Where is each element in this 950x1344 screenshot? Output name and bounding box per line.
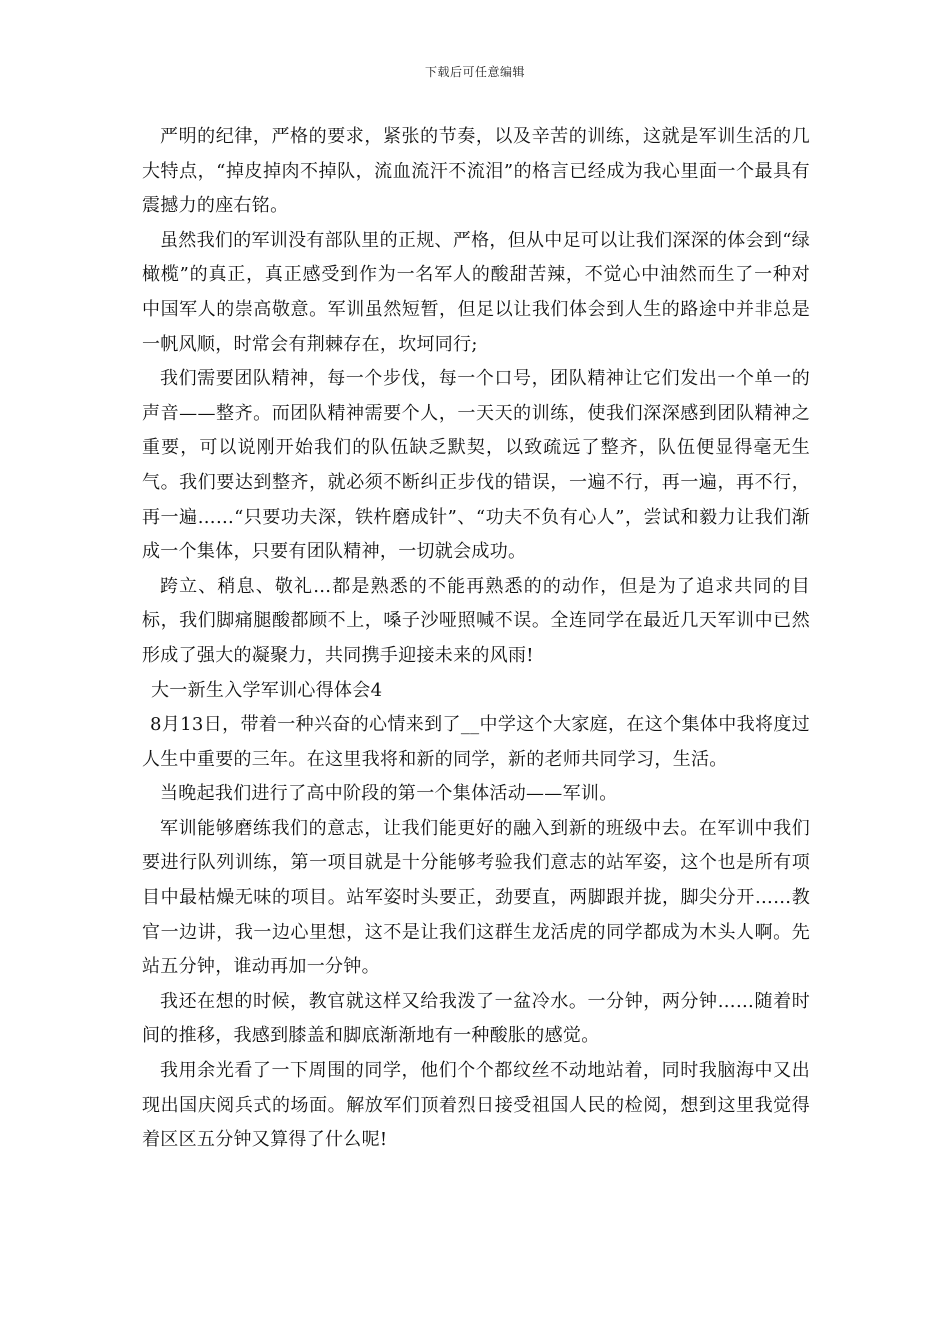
paragraph: 严明的纪律，严格的要求，紧张的节奏，以及辛苦的训练，这就是军训生活的几大特点，“掉皮掉肉不掉队，流血流汗不流泪”的格言已经成为我心里面一个最具有震撼力的座右铭。 (142, 126, 810, 217)
document-body (142, 120, 810, 1158)
section-title: 大一新生入学军训心得体会4 (151, 679, 383, 701)
paragraph: 我还在想的时候，教官就这样又给我泼了一盆冷水。一分钟，两分钟……随着时间的推移，我感到膝盖和脚底渐渐地有一种酸胀的感觉。 (142, 990, 810, 1047)
paragraph: 跨立、稍息、敬礼…都是熟悉的不能再熟悉的的动作，但是为了追求共同的目标，我们脚痛腿酸都顾不上，嗓子沙哑照喊不误。全连同学在最近几天军训中已然形成了强大的凝聚力，共同携手迎接未来的风雨! (142, 575, 810, 666)
paragraph: 虽然我们的军训没有部队里的正规、严格，但从中足可以让我们深深的体会到“绿橄榄”的真正，真正感受到作为一名军人的酸甜苦辣，不觉心中油然而生了一种对中国军人的崇高敬意。军训虽然短暂，但足以让我们体会到人生的路途中并非总是一帆风顺，时常会有荆棘存在，坎坷同行; (142, 229, 810, 355)
paragraph: 军训能够磨练我们的意志，让我们能更好的融入到新的班级中去。在军训中我们要进行队列训练，第一项目就是十分能够考验我们意志的站军姿，这个也是所有项目中最枯燥无味的项目。站军姿时头要正，劲要直，两脚跟并拢，脚尖分开……教官一边讲，我一边心里想，这不是让我们这群生龙活虎的同学都成为木头人啊。先站五分钟，谁动再加一分钟。 (142, 817, 810, 978)
paragraph: 我们需要团队精神，每一个步伐，每一个口号，团队精神让它们发出一个单一的声音——整齐。而团队精神需要个人，一天天的训练，使我们深深感到团队精神之重要，可以说刚开始我们的队伍缺乏默契，以致疏远了整齐，队伍便显得毫无生气。我们要达到整齐，就必须不断纠正步伐的错误，一遍不行，再一遍，再不行，再一遍……“只要功夫深，铁杵磨成针”、“功夫不负有心人”，尝试和毅力让我们渐成一个集体，只要有团队精神，一切就会成功。 (142, 368, 810, 563)
paragraph: 当晚起我们进行了高中阶段的第一个集体活动——军训。 (160, 783, 618, 805)
paragraph: 8月13日，带着一种兴奋的心情来到了__中学这个大家庭，在这个集体中我将度过人生中重要的三年。在这里我将和新的同学，新的老师共同学习，生活。 (142, 714, 810, 770)
paragraph: 我用余光看了一下周围的同学，他们个个都纹丝不动地站着，同时我脑海中又出现出国庆阅兵式的场面。解放军们顶着烈日接受祖国人民的检阅，想到这里我觉得着区区五分钟又算得了什么呢! (142, 1060, 810, 1151)
page-header: 下载后可任意编辑 (424, 65, 525, 79)
